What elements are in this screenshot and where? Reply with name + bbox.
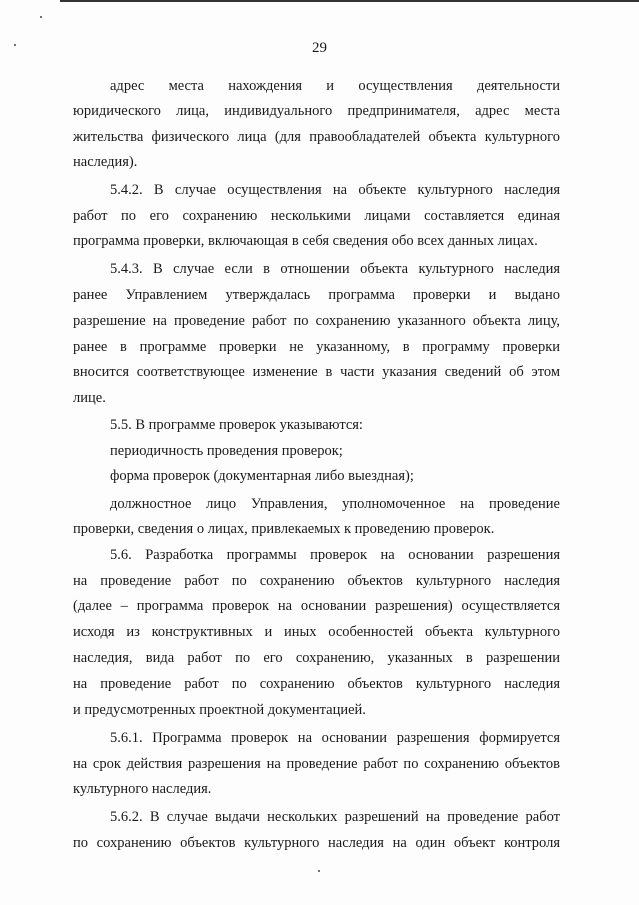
text-line: работ по его сохранению несколькими лицами составляется единая (73, 208, 560, 224)
text-line: лице. (73, 390, 106, 406)
text-line: 5.6. Разработка программы проверок на основании разрешения (110, 547, 560, 563)
text-line: культурного наследия. (73, 781, 212, 797)
text-line: и предусмотренных проектной документацией. (73, 702, 366, 718)
text-line: периодичность проведения проверок; (110, 443, 343, 459)
text-line: наследия, вида работ по его сохранению, указанных в разрешении (73, 650, 560, 666)
text-line: юридического лица, индивидуального предпринимателя, адрес места (73, 103, 560, 119)
text-line: ранее Управлением утверждалась программа проверки и выдано (73, 287, 560, 303)
text-line: по сохранению объектов культурного наследия на один объект контроля (73, 835, 560, 851)
page-number: 29 (312, 40, 327, 56)
scan-edge-line (60, 0, 639, 2)
text-line: 5.5. В программе проверок указываются: (110, 417, 363, 433)
text-line: разрешение на проведение работ по сохранению указанного объекта лицу, (73, 313, 560, 329)
text-line: жительства физического лица (для правообладателей объекта культурного (73, 129, 560, 145)
text-line: 5.4.2. В случае осуществления на объекте культурного наследия (110, 182, 560, 198)
scan-speck (40, 16, 42, 18)
text-line: 5.6.1. Программа проверок на основании разрешения формируется (110, 730, 560, 746)
text-line: форма проверок (документарная либо выездная); (110, 468, 414, 484)
text-line: (далее – программа проверок на основании разрешения) осуществляется (73, 598, 560, 614)
text-line: проверки, сведения о лицах, привлекаемых к проведению проверок. (73, 521, 495, 537)
text-line: 5.4.3. В случае если в отношении объекта культурного наследия (110, 261, 560, 277)
scan-speck (318, 870, 320, 872)
text-line: ранее в программе проверки не указанному, в программу проверки (73, 339, 560, 355)
text-line: 5.6.2. В случае выдачи нескольких разрешений на проведение работ (110, 809, 560, 825)
text-line: наследия). (73, 154, 138, 170)
text-line: должностное лицо Управления, уполномоченное на проведение (110, 496, 560, 512)
text-line: на срок действия разрешения на проведение работ по сохранению объектов (73, 756, 560, 772)
text-line: адрес места нахождения и осуществления деятельности (110, 78, 560, 94)
text-line: на проведение работ по сохранению объектов культурного наследия (73, 676, 560, 692)
text-line: вносится соответствующее изменение в части указания сведений об этом (73, 364, 560, 380)
text-line: исходя из конструктивных и иных особенностей объекта культурного (73, 624, 560, 640)
text-line: программа проверки, включающая в себя сведения обо всех данных лицах. (73, 233, 538, 249)
text-line: на проведение работ по сохранению объектов культурного наследия (73, 573, 560, 589)
